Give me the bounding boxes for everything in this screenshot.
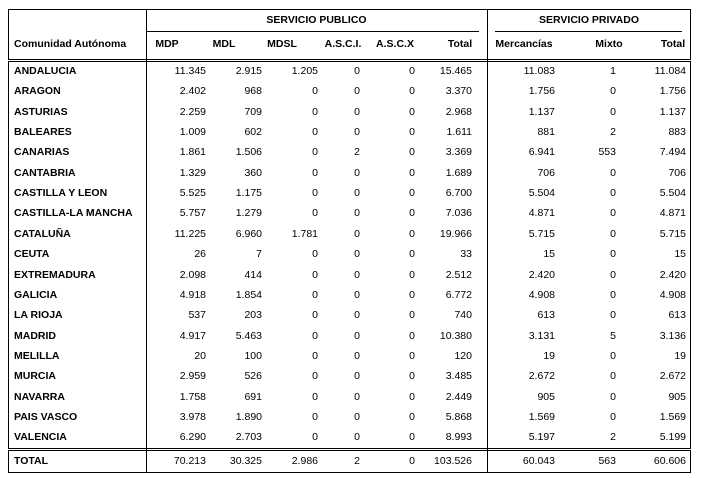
asci-column-header: A.S.C.I. [324, 38, 362, 50]
table-cell: 0 [312, 146, 318, 158]
table-cell: 0 [409, 106, 415, 118]
table-cell: 0 [312, 167, 318, 179]
table-cell: 4.871 [528, 207, 555, 219]
table-cell: 1.569 [659, 411, 686, 423]
table-cell: 2.986 [291, 455, 318, 467]
table-cell: 883 [668, 126, 686, 138]
table-cell: 2.959 [179, 370, 206, 382]
table-cell: 0 [409, 330, 415, 342]
table-cell: 11.083 [523, 65, 555, 77]
table-cell: 1.175 [235, 187, 262, 199]
table-cell: 1.758 [179, 391, 206, 403]
community-name: CANTABRIA [14, 167, 76, 179]
table-cell: 2 [610, 431, 616, 443]
table-cell: 0 [610, 269, 616, 281]
table-cell: 0 [312, 85, 318, 97]
table-cell: 0 [354, 431, 360, 443]
table-cell: 120 [454, 350, 472, 362]
table-cell: 0 [312, 330, 318, 342]
table-cell: 1.137 [659, 106, 686, 118]
table-cell: 1.689 [445, 167, 472, 179]
community-name: MADRID [14, 330, 56, 342]
table-cell: 7 [256, 248, 262, 260]
table-cell: 2.915 [235, 65, 262, 77]
table-cell: 15.465 [439, 65, 472, 77]
table-cell: 5.525 [179, 187, 206, 199]
community-name: VALENCIA [14, 431, 67, 443]
table-cell: 0 [610, 207, 616, 219]
table-cell: 0 [312, 350, 318, 362]
table-cell: 0 [409, 411, 415, 423]
table-cell: 553 [598, 146, 616, 158]
table-cell: 0 [312, 187, 318, 199]
mdp-column-header: MDP [155, 38, 179, 50]
separator-community [146, 9, 147, 473]
table-cell: 3.370 [445, 85, 472, 97]
table-cell: 1.781 [291, 228, 318, 240]
table-cell: 2.402 [179, 85, 206, 97]
community-name: ANDALUCIA [14, 65, 77, 77]
table-cell: 0 [610, 289, 616, 301]
table-cell: 602 [244, 126, 262, 138]
table-cell: 1.569 [528, 411, 555, 423]
table-cell: 0 [610, 187, 616, 199]
table-cell: 0 [610, 411, 616, 423]
table-cell: 0 [409, 146, 415, 158]
mixto-column-header: Mixto [595, 38, 623, 50]
community-name: BALEARES [14, 126, 72, 138]
table-cell: 0 [354, 228, 360, 240]
community-name: MELILLA [14, 350, 60, 362]
table-cell: 1.861 [179, 146, 206, 158]
table-cell: 709 [244, 106, 262, 118]
table-cell: 3.369 [445, 146, 472, 158]
table-cell: 4.871 [659, 207, 686, 219]
table-cell: 0 [354, 350, 360, 362]
table-cell: 5.463 [235, 330, 262, 342]
private-service-header: SERVICIO PRIVADO [539, 14, 639, 26]
table-cell: 613 [537, 309, 555, 321]
table-cell: 0 [312, 248, 318, 260]
table-cell: 0 [409, 126, 415, 138]
table-cell: 3.978 [179, 411, 206, 423]
table-cell: 7.036 [445, 207, 472, 219]
table-cell: 0 [409, 207, 415, 219]
table-cell: 4.918 [179, 289, 206, 301]
table-cell: 2.968 [445, 106, 472, 118]
table-cell: 0 [354, 248, 360, 260]
table-cell: 60.043 [522, 455, 555, 467]
table-cell: 10.380 [439, 330, 472, 342]
table-cell: 1.329 [179, 167, 206, 179]
table-cell: 0 [354, 391, 360, 403]
table-cell: 0 [312, 411, 318, 423]
table-cell: 20 [194, 350, 206, 362]
table-cell: 0 [312, 207, 318, 219]
table-cell: 19 [674, 350, 686, 362]
table-cell: 1.890 [235, 411, 262, 423]
table-cell: 11.084 [654, 65, 686, 77]
table-cell: 0 [312, 431, 318, 443]
table-cell: 15 [674, 248, 686, 260]
table-cell: 691 [244, 391, 262, 403]
table-cell: 2.672 [659, 370, 686, 382]
table-cell: 0 [312, 269, 318, 281]
table-cell: 0 [409, 289, 415, 301]
table-cell: 0 [409, 65, 415, 77]
table-cell: 0 [409, 455, 415, 467]
table-cell: 103.526 [434, 455, 472, 467]
table-cell: 905 [537, 391, 555, 403]
table-cell: 881 [537, 126, 555, 138]
table-cell: 360 [244, 167, 262, 179]
community-name: GALICIA [14, 289, 58, 301]
community-name: CANARIAS [14, 146, 70, 158]
table-cell: 563 [598, 455, 616, 467]
table-cell: 4.908 [659, 289, 686, 301]
table-cell: 1.009 [179, 126, 206, 138]
table-cell: 0 [312, 309, 318, 321]
table-cell: 0 [354, 370, 360, 382]
table-cell: 0 [354, 269, 360, 281]
table-cell: 0 [409, 85, 415, 97]
table-cell: 5.868 [445, 411, 472, 423]
table-cell: 7.494 [659, 146, 686, 158]
table-cell: 203 [244, 309, 262, 321]
ascx-column-header: A.S.C.X [376, 38, 414, 50]
table-cell: 706 [668, 167, 686, 179]
private-group-underline [495, 31, 682, 32]
table-cell: 1.137 [528, 106, 555, 118]
table-cell: 4.908 [528, 289, 555, 301]
table-cell: 905 [668, 391, 686, 403]
table-cell: 0 [610, 167, 616, 179]
table-cell: 968 [244, 85, 262, 97]
community-name: CASTILLA Y LEON [14, 187, 108, 199]
table-cell: 33 [460, 248, 472, 260]
table-cell: 4.917 [179, 330, 206, 342]
community-name: NAVARRA [14, 391, 65, 403]
table-cell: 3.131 [528, 330, 555, 342]
table-cell: 1.854 [235, 289, 262, 301]
table-cell: 26 [194, 248, 206, 260]
table-cell: 0 [354, 289, 360, 301]
table-cell: 2.098 [179, 269, 206, 281]
mdl-column-header: MDL [212, 38, 236, 50]
table-cell: 0 [354, 85, 360, 97]
table-cell: 2.672 [528, 370, 555, 382]
table-cell: 0 [409, 228, 415, 240]
table-cell: 526 [244, 370, 262, 382]
table-cell: 414 [244, 269, 262, 281]
table-cell: 1 [610, 65, 616, 77]
table-cell: 0 [610, 309, 616, 321]
table-cell: 11.345 [174, 65, 206, 77]
table-cell: 70.213 [173, 455, 206, 467]
table-cell: 2.420 [528, 269, 555, 281]
table-cell: 2 [354, 455, 360, 467]
table-cell: 0 [610, 248, 616, 260]
table-cell: 0 [409, 431, 415, 443]
table-cell: 5.504 [528, 187, 555, 199]
public-group-underline [146, 31, 479, 32]
table-cell: 1.506 [235, 146, 262, 158]
table-cell: 60.606 [653, 455, 686, 467]
table-cell: 2.512 [445, 269, 472, 281]
table-cell: 1.611 [446, 126, 472, 138]
table-cell: 19 [543, 350, 555, 362]
table-cell: 0 [409, 350, 415, 362]
table-cell: 6.960 [235, 228, 262, 240]
table-cell: 613 [668, 309, 686, 321]
table-cell: 0 [354, 411, 360, 423]
community-name: CEUTA [14, 248, 50, 260]
mercancias-column-header: Mercancías [495, 38, 553, 50]
public-total-column-header: Total [447, 38, 473, 50]
table-cell: 15 [543, 248, 555, 260]
table-cell: 1.756 [659, 85, 686, 97]
table-cell: 11.225 [174, 228, 206, 240]
table-cell: 2 [354, 146, 360, 158]
community-name: LA RIOJA [14, 309, 63, 321]
table-cell: 1.756 [528, 85, 555, 97]
table-cell: 5.199 [659, 431, 686, 443]
community-name: ASTURIAS [14, 106, 68, 118]
table-cell: 5.504 [659, 187, 686, 199]
mdsl-column-header: MDSL [267, 38, 297, 50]
table-cell: 0 [610, 85, 616, 97]
table-cell: 0 [354, 187, 360, 199]
table-cell: 0 [610, 106, 616, 118]
table-cell: 6.700 [445, 187, 472, 199]
table-cell: 740 [454, 309, 472, 321]
table-cell: 0 [312, 370, 318, 382]
table-cell: 3.485 [445, 370, 472, 382]
table-cell: 0 [409, 391, 415, 403]
table-cell: 2 [610, 126, 616, 138]
table-cell: 6.772 [445, 289, 472, 301]
table-cell: 0 [312, 126, 318, 138]
table-cell: 0 [409, 370, 415, 382]
table-cell: 0 [354, 330, 360, 342]
table-cell: 0 [312, 391, 318, 403]
table-cell: 1.205 [291, 65, 318, 77]
community-name: MURCIA [14, 370, 56, 382]
table-cell: 100 [244, 350, 262, 362]
separator-groups [487, 9, 488, 473]
community-column-header: Comunidad Autónoma [14, 38, 127, 50]
table-cell: 30.325 [229, 455, 262, 467]
table-cell: 0 [354, 167, 360, 179]
table-cell: 2.259 [179, 106, 206, 118]
table-cell: 0 [409, 269, 415, 281]
public-service-header: SERVICIO PUBLICO [266, 14, 367, 26]
table-cell: 5.197 [528, 431, 555, 443]
table-cell: 0 [610, 350, 616, 362]
table-cell: 0 [354, 126, 360, 138]
table-cell: 8.993 [445, 431, 472, 443]
table-cell: 0 [610, 391, 616, 403]
table-cell: 0 [409, 187, 415, 199]
table-cell: 0 [409, 248, 415, 260]
community-name: CASTILLA-LA MANCHA [14, 207, 133, 219]
table-cell: 706 [537, 167, 555, 179]
table-cell: 1.279 [235, 207, 262, 219]
table-cell: 2.420 [659, 269, 686, 281]
table-cell: 0 [312, 289, 318, 301]
table-cell: 2.703 [235, 431, 262, 443]
table-cell: 5.715 [659, 228, 686, 240]
table-cell: 6.290 [179, 431, 206, 443]
table-cell: 0 [354, 309, 360, 321]
table-cell: 2.449 [445, 391, 472, 403]
table-cell: 0 [610, 370, 616, 382]
table-cell: 0 [409, 167, 415, 179]
table-cell: 19.966 [439, 228, 472, 240]
community-name: ARAGON [14, 85, 61, 97]
table-cell: 0 [610, 228, 616, 240]
community-name: CATALUÑA [14, 228, 71, 240]
table-cell: 5.715 [528, 228, 555, 240]
total-label: TOTAL [14, 455, 49, 467]
table-cell: 5.757 [179, 207, 206, 219]
community-name: PAIS VASCO [14, 411, 78, 423]
table-cell: 3.136 [659, 330, 686, 342]
table-cell: 0 [354, 207, 360, 219]
private-total-column-header: Total [660, 38, 686, 50]
table-cell: 5 [610, 330, 616, 342]
table-cell: 0 [354, 106, 360, 118]
table-cell: 6.941 [528, 146, 555, 158]
table-cell: 0 [312, 106, 318, 118]
table-cell: 0 [354, 65, 360, 77]
community-name: EXTREMADURA [14, 269, 96, 281]
table-cell: 0 [409, 309, 415, 321]
table-cell: 537 [188, 309, 206, 321]
